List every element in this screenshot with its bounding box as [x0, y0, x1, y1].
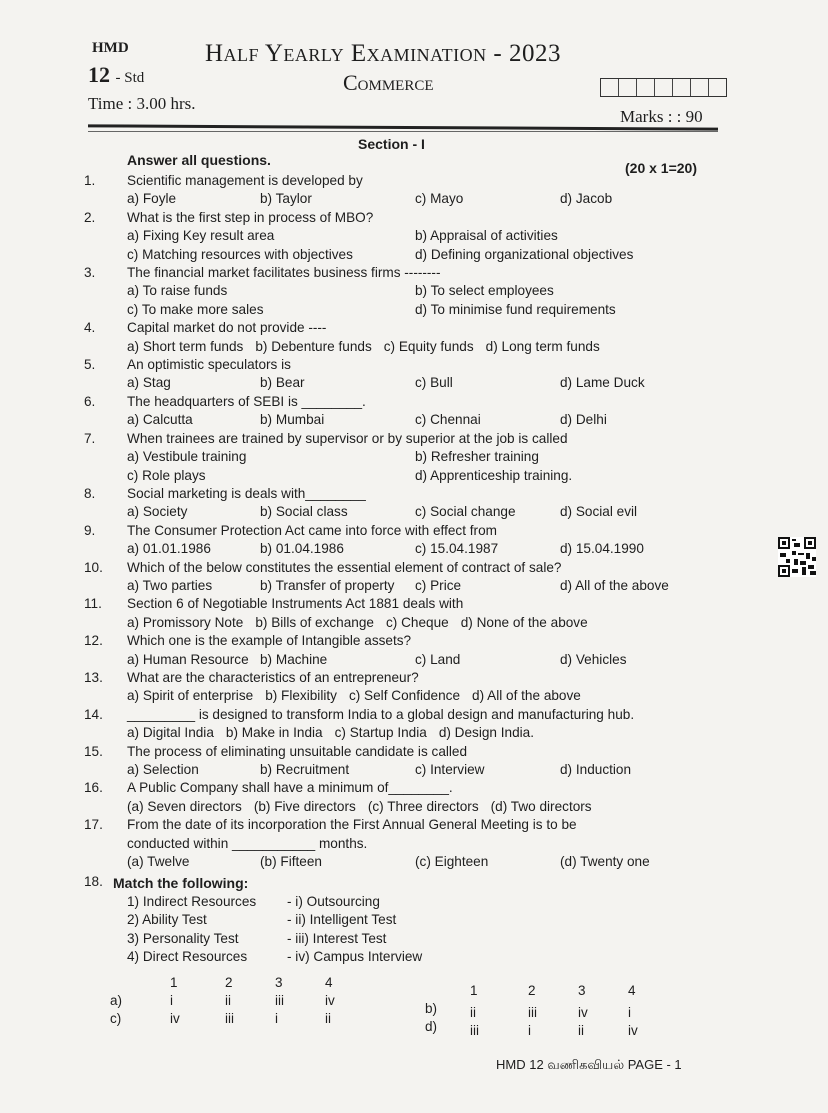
question-text: What are the characteristics of an entrepreneur? [127, 669, 419, 685]
question-text: The Consumer Protection Act came into force with effect from [127, 522, 497, 538]
answer-option: c) Self Confidence [348, 688, 461, 704]
answer-option: a) To raise funds [127, 283, 228, 299]
answer-option: d) All of the above [560, 577, 669, 593]
exam-title: Half Yearly Examination - 2023 [205, 40, 561, 67]
register-number-boxes [600, 78, 727, 97]
answer-option: a) Calcutta [127, 412, 193, 428]
question-number: 16. [84, 780, 103, 796]
option-list [84, 338, 724, 356]
question-number: 5. [84, 357, 96, 373]
question-item [84, 779, 724, 816]
answer-option: a) 01.01.1986 [127, 541, 211, 557]
option-list [84, 577, 724, 595]
option-list [84, 411, 724, 429]
option-list [84, 448, 724, 485]
choice-label: c) [110, 1011, 122, 1026]
match-row [127, 930, 487, 948]
option-list [84, 853, 724, 871]
question-text: _________ is designed to transform India to a global design and manufacturing hub. [127, 706, 635, 722]
option-list [84, 724, 724, 742]
question-item [84, 706, 724, 743]
option-list [84, 651, 724, 669]
standard [88, 62, 144, 88]
match-left: 4) Direct Resources [127, 949, 248, 965]
question-18-number: 18. [84, 874, 103, 889]
answer-option: a) Two parties [127, 577, 213, 593]
match-left: 3) Personality Test [127, 930, 239, 946]
answer-option: c) Startup India [334, 725, 427, 741]
option-list [84, 687, 724, 705]
choice-value: i [170, 993, 173, 1008]
option-list [84, 761, 724, 779]
answer-option: d) Defining organizational objectives [415, 246, 634, 262]
answer-option: d) Design India. [438, 725, 535, 741]
answer-option: a) Stag [127, 375, 171, 391]
instruction: Answer all questions. [127, 152, 271, 168]
question-item [84, 595, 724, 632]
choice-value: ii [225, 993, 231, 1008]
standard-label: - Std [115, 70, 145, 86]
question-text: The financial market facilitates business firms -------- [127, 265, 441, 281]
question-number: 12. [84, 633, 103, 649]
question-number: 9. [84, 522, 96, 538]
match-right: - ii) Intelligent Test [287, 912, 397, 928]
answer-option: b) Bills of exchange [255, 614, 374, 630]
answer-option: c) Land [415, 651, 461, 667]
answer-option: a) Foyle [127, 191, 177, 207]
question-item [84, 319, 724, 356]
match-col-header: 4 [628, 983, 636, 998]
question-item [84, 816, 724, 871]
question-text: When trainees are trained by supervisor or by superior at the job is called [127, 430, 568, 446]
page-footer: HMD 12 வணிகவியல் PAGE - 1 [496, 1057, 682, 1072]
answer-option: a) Society [127, 504, 188, 520]
question-number: 17. [84, 817, 103, 833]
question-number: 1. [84, 173, 96, 188]
question-item [84, 743, 724, 780]
option-list [84, 503, 724, 521]
answer-option: b) Debenture funds [255, 338, 372, 354]
question-item [84, 356, 724, 393]
question-text: Which of the below constitutes the essential element of contract of sale? [127, 559, 562, 575]
question-number: 4. [84, 320, 96, 336]
answer-option: b) Recruitment [260, 762, 350, 777]
match-col-header: 2 [528, 983, 536, 998]
answer-option: a) Short term funds [127, 338, 244, 354]
answer-option: c) Mayo [415, 191, 464, 207]
question-number: 15. [84, 743, 103, 759]
answer-option: d) None of the above [460, 614, 588, 630]
answer-option: (b) Fifteen [260, 854, 322, 870]
match-title: Match the following: [113, 875, 249, 891]
answer-option: c) Social change [415, 504, 516, 520]
question-number: 13. [84, 669, 103, 685]
question-item [84, 172, 724, 209]
match-right: - iii) Interest Test [287, 930, 387, 946]
answer-option: (a) Twelve [127, 854, 190, 870]
question-number: 11. [84, 596, 102, 612]
choice-value: ii [470, 1005, 476, 1020]
answer-option: a) Human Resource [127, 651, 249, 667]
question-text: An optimistic speculators is [127, 357, 291, 373]
answer-option: c) To make more sales [127, 301, 264, 317]
total-marks: Marks : : 90 [620, 107, 703, 126]
answer-option: d) Apprenticeship training. [415, 467, 573, 483]
question-text: Social marketing is deals with________ [127, 485, 366, 501]
answer-option: c) Bull [415, 375, 453, 391]
standard-number: 12 [88, 62, 110, 87]
answer-option: d) All of the above [472, 688, 581, 704]
answer-option: b) To select employees [415, 283, 554, 299]
answer-option: b) Social class [260, 504, 348, 520]
question-number: 2. [84, 209, 96, 225]
choice-value: iii [528, 1005, 537, 1020]
answer-option: b) Taylor [260, 191, 312, 207]
choice-value: iii [275, 993, 284, 1008]
section-title: Section - I [358, 136, 425, 152]
choice-value: iv [325, 993, 335, 1008]
answer-option: b) Bear [260, 375, 305, 391]
answer-option: c) Equity funds [383, 338, 474, 354]
answer-option: b) Make in India [225, 725, 323, 741]
question-item [84, 522, 724, 559]
question-item [84, 430, 724, 485]
answer-option: a) Digital India [127, 725, 214, 741]
qr-code-icon [778, 537, 816, 577]
section-score: (20 x 1=20) [625, 160, 697, 176]
answer-option: b) 01.04.1986 [260, 541, 344, 557]
question-number: 10. [84, 559, 103, 575]
answer-option: c) 15.04.1987 [415, 541, 499, 557]
question-text: What is the first step in process of MBO? [127, 209, 374, 225]
question-item [84, 669, 724, 706]
answer-option: d) Delhi [560, 412, 607, 428]
answer-option: d) Long term funds [485, 338, 600, 354]
match-right: - iv) Campus Interview [287, 949, 423, 965]
answer-option: (c) Eighteen [415, 854, 489, 870]
answer-option: d) Jacob [560, 191, 613, 207]
answer-option: b) Refresher training [415, 449, 539, 465]
option-list [84, 540, 724, 558]
question-list [84, 172, 724, 871]
choice-label: b) [425, 1001, 438, 1016]
answer-option: a) Fixing Key result area [127, 228, 275, 244]
answer-option: (a) Seven directors [127, 798, 242, 814]
choice-value: iv [628, 1023, 638, 1038]
answer-option: d) Social evil [560, 504, 638, 520]
match-left: 2) Ability Test [127, 912, 207, 928]
question-item [84, 559, 724, 596]
answer-option: a) Selection [127, 762, 199, 777]
question-text: Which one is the example of Intangible assets? [127, 633, 412, 649]
answer-option: b) Transfer of property [260, 577, 395, 593]
answer-option: b) Machine [260, 651, 328, 667]
header-divider-thin [88, 131, 718, 132]
time-allowed: Time : 3.00 hrs. [88, 94, 196, 113]
answer-option: (b) Five directors [253, 798, 356, 814]
option-list [84, 798, 724, 816]
choice-value: ii [325, 1011, 331, 1026]
choice-value: i [628, 1005, 631, 1020]
question-text: conducted within ___________ months. [127, 835, 368, 851]
answer-option: c) Cheque [385, 614, 449, 630]
choice-value: iv [578, 1005, 588, 1020]
match-row [127, 948, 487, 966]
choice-label: d) [425, 1019, 438, 1034]
answer-option: b) Flexibility [265, 688, 337, 704]
question-number: 8. [84, 485, 96, 501]
answer-option: d) Vehicles [560, 651, 627, 667]
match-col-header: 1 [170, 975, 178, 990]
answer-option: (d) Two directors [490, 798, 592, 814]
match-row [127, 893, 487, 911]
option-list [84, 282, 724, 319]
answer-option: c) Price [415, 577, 462, 593]
choice-value: i [528, 1023, 531, 1038]
answer-option: c) Matching resources with objectives [127, 246, 353, 262]
match-col-header: 1 [470, 983, 478, 998]
question-number: 14. [84, 706, 103, 722]
choice-label: a) [110, 993, 123, 1008]
match-col-header: 4 [325, 975, 333, 990]
choice-value: ii [578, 1023, 584, 1038]
question-item [84, 485, 724, 522]
question-item [84, 632, 724, 669]
choice-value: iv [170, 1011, 180, 1026]
match-list [127, 893, 487, 967]
match-right: - i) Outsourcing [287, 894, 380, 909]
choice-value: i [275, 1011, 278, 1026]
question-item [84, 264, 724, 319]
answer-option: a) Promissory Note [127, 614, 244, 630]
option-list [84, 614, 724, 632]
question-item [84, 393, 724, 430]
match-row [127, 911, 487, 929]
answer-option: c) Role plays [127, 467, 206, 483]
answer-option: b) Mumbai [260, 412, 325, 428]
answer-option: d) To minimise fund requirements [415, 301, 616, 317]
answer-option: c) Interview [415, 762, 485, 777]
answer-option: (c) Three directors [367, 798, 479, 814]
question-text: From the date of its incorporation the First Annual General Meeting is to be [127, 817, 577, 833]
exam-code: HMD [92, 40, 129, 56]
question-number: 6. [84, 393, 96, 409]
answer-option: d) Induction [560, 762, 632, 777]
match-col-header: 2 [225, 975, 233, 990]
choice-value: iii [225, 1011, 234, 1026]
question-text: The process of eliminating unsuitable candidate is called [127, 743, 468, 759]
option-list [84, 374, 724, 392]
answer-option: a) Spirit of enterprise [127, 688, 254, 704]
answer-option: (d) Twenty one [560, 854, 650, 870]
question-text: Scientific management is developed by [127, 173, 363, 188]
answer-option: d) Lame Duck [560, 375, 645, 391]
answer-option: d) 15.04.1990 [560, 541, 644, 557]
answer-option: c) Chennai [415, 412, 481, 428]
subject-title: Commerce [343, 70, 434, 95]
question-number: 7. [84, 430, 96, 446]
match-col-header: 3 [578, 983, 586, 998]
question-text: A Public Company shall have a minimum of________. [127, 780, 453, 796]
question-item [84, 209, 724, 264]
choice-value: iii [470, 1023, 479, 1038]
match-left: 1) Indirect Resources [127, 894, 257, 909]
match-col-header: 3 [275, 975, 283, 990]
question-number: 3. [84, 265, 96, 281]
question-text: Section 6 of Negotiable Instruments Act 1881 deals with [127, 596, 464, 612]
option-list [84, 227, 724, 264]
answer-option: a) Vestibule training [127, 449, 247, 465]
answer-option: b) Appraisal of activities [415, 228, 558, 244]
question-text: Capital market do not provide ---- [127, 320, 327, 336]
question-text: The headquarters of SEBI is ________. [127, 393, 366, 409]
option-list [84, 190, 724, 208]
